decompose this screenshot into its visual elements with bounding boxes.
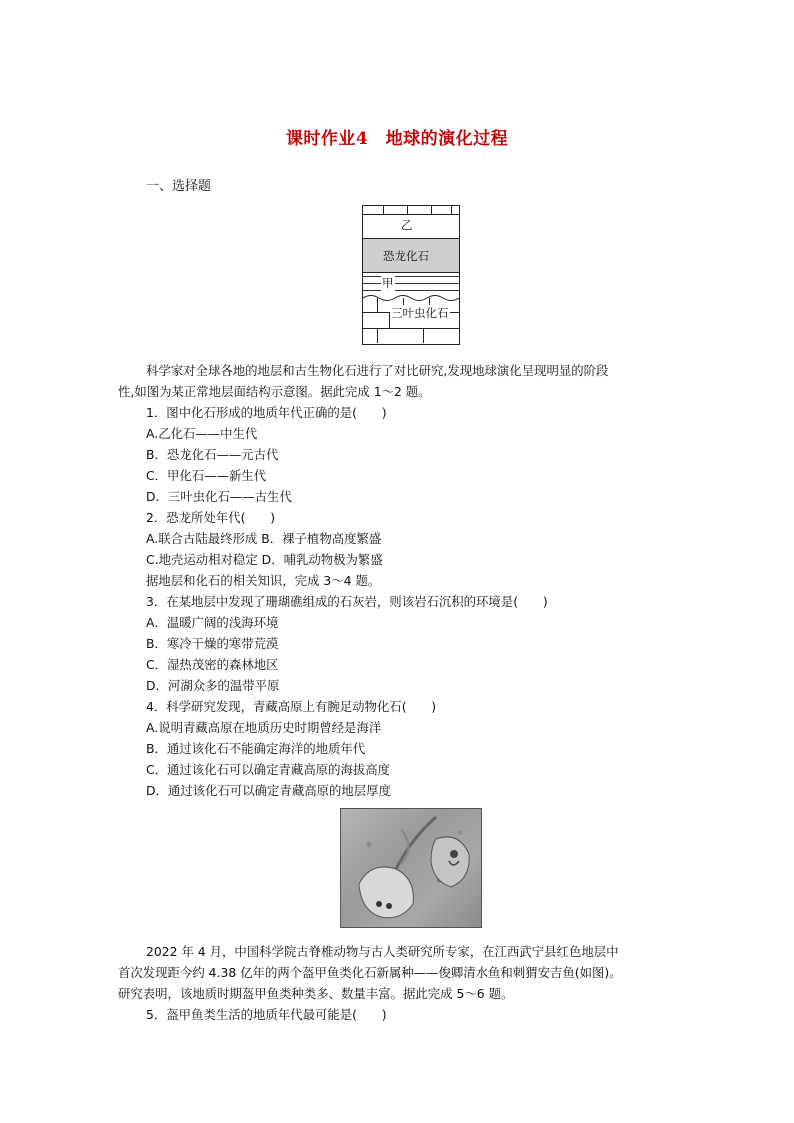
q3-option-d: D．河湖众多的温带平原 [146,678,280,693]
q3-option-b: B．寒冷干燥的寒带荒漠 [146,636,279,651]
intro2: 据地层和化石的相关知识，完成 3～4 题。 [146,573,381,588]
q5-stem: 5．盔甲鱼类生活的地质年代最可能是( ) [146,1007,387,1022]
q4-option-d: D．通过该化石可以确定青藏高原的地层厚度 [146,783,391,798]
section-heading: 一、选择题 [146,179,212,194]
q2-options-cd: C.地壳运动相对稳定 D．哺乳动物极为繁盛 [146,552,383,567]
layer-trilobite [363,296,459,344]
q3-option-c: C．湿热茂密的森林地区 [146,657,279,672]
q2-options-ab: A.联合古陆最终形成 B．裸子植物高度繁盛 [146,531,382,546]
intro3-line3: 研究表明，该地质时期盔甲鱼类种类多、数量丰富。据此完成 5～6 题。 [118,986,514,1001]
q2-stem: 2．恐龙所处年代( ) [146,510,276,525]
label-yi: 乙 [401,218,413,232]
page-title: 课时作业4 地球的演化过程 [285,129,509,149]
q1-option-a: A.乙化石——中生代 [146,426,258,441]
q4-stem: 4．科学研究发现，青藏高原上有腕足动物化石( ) [146,699,437,714]
intro1-line1: 科学家对全球各地的地层和古生物化石进行了对比研究,发现地球演化呈现明显的阶段 [146,363,609,378]
label-jia: 甲 [382,276,394,290]
q3-stem: 3．在某地层中发现了珊瑚礁组成的石灰岩，则该岩石沉积的环境是( ) [146,594,548,609]
q4-option-a: A.说明青藏高原在地质历史时期曾经是海洋 [146,720,382,735]
q4-option-b: B．通过该化石不能确定海洋的地质年代 [146,741,366,756]
q1-option-c: C．甲化石——新生代 [146,468,267,483]
fossil-illustration [341,809,482,928]
layer-dinosaur [363,239,459,273]
q1-option-b: B．恐龙化石——元古代 [146,447,279,462]
q3-option-a: A．温暖广阔的浅海环境 [146,615,279,630]
intro3-line1: 2022 年 4 月，中国科学院古脊椎动物与古人类研究所专家，在江西武宁县红色地层中 [146,944,619,959]
q4-option-c: C．通过该化石可以确定青藏高原的海拔高度 [146,762,391,777]
layer-yi [363,206,459,239]
label-trilobite-fossil: 三叶虫化石 [391,306,449,320]
q1-option-d: D．三叶虫化石——古生代 [146,489,292,504]
intro1-line2: 性,如图为某正常地层面结构示意图。据此完成 1～2 题。 [118,384,431,399]
armored-fish-fossil-photo [340,808,482,928]
intro3-line2: 首次发现距今约 4.38 亿年的两个盔甲鱼类化石新属种——俊卿清水鱼和刺猬安吉鱼(如图)。 [118,965,622,980]
strata-diagram [362,205,460,345]
q1-stem: 1．图中化石形成的地质年代正确的是( ) [146,405,387,420]
label-dinosaur-fossil: 恐龙化石 [383,249,429,263]
